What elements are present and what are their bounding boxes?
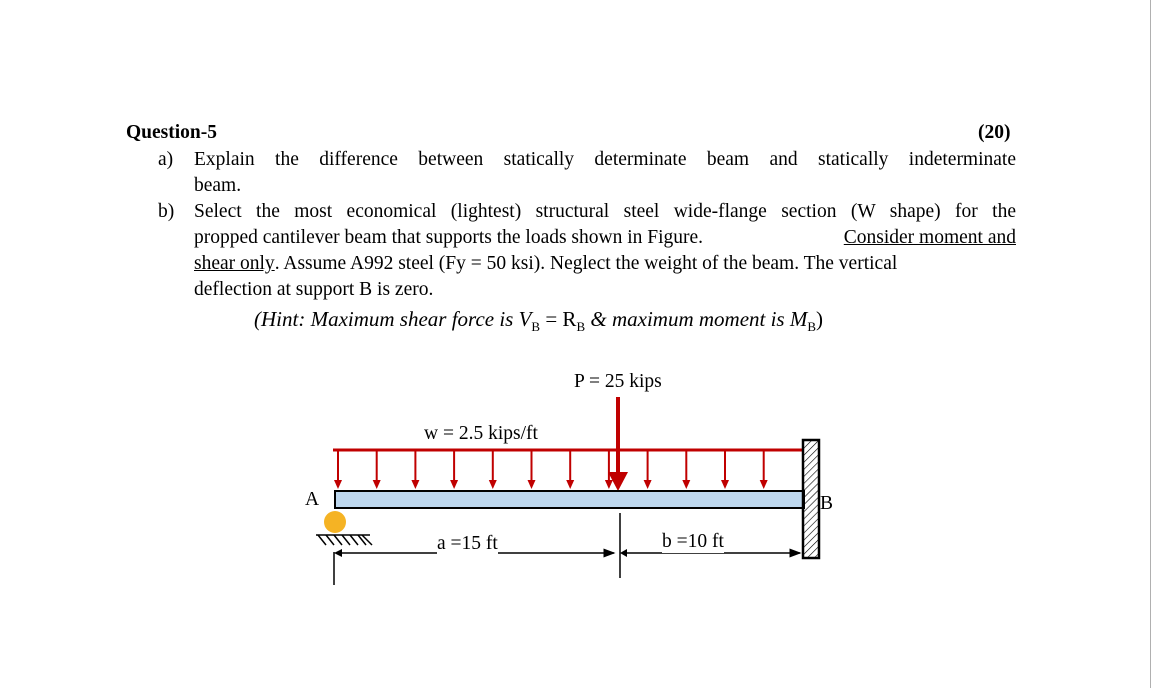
udl-arrow-head bbox=[334, 480, 342, 489]
udl-arrow-head bbox=[411, 480, 419, 489]
part-a-line-1: Explain the difference between statically determinate beam and statically indeterminate bbox=[194, 149, 1016, 170]
part-b-line-3-text: . Assume A992 steel (Fy = 50 ksi). Neglect the weight of the beam. The vertical bbox=[274, 253, 898, 274]
udl-arrow-head bbox=[682, 480, 690, 489]
hint-part-1: (Hint: Maximum shear force is V bbox=[254, 307, 532, 331]
udl-arrow-head bbox=[489, 480, 497, 489]
udl-arrow-head bbox=[644, 480, 652, 489]
part-b-line-1: Select the most economical (lightest) structural steel wide-flange section (W shape) for the bbox=[194, 201, 1016, 222]
span-a-label: a =15 ft bbox=[437, 533, 498, 554]
part-b-emphasis-1: Consider moment and bbox=[843, 227, 1016, 248]
span-b-label: b =10 ft bbox=[662, 531, 724, 552]
hint-sub-2: B bbox=[576, 319, 586, 335]
point-load-label: P = 25 kips bbox=[574, 371, 662, 392]
hint-part-2: = R bbox=[540, 307, 577, 331]
udl-arrow-head bbox=[528, 480, 536, 489]
point-load-arrow bbox=[608, 397, 628, 491]
part-b-line-2-text: propped cantilever beam that supports the loads shown in Figure. bbox=[194, 227, 704, 248]
hint-part-3: & maximum moment is M bbox=[585, 307, 808, 331]
distributed-load-label: w = 2.5 kips/ft bbox=[424, 423, 538, 444]
part-b-line-4: deflection at support B is zero. bbox=[194, 279, 434, 300]
hint-sub-1: B bbox=[531, 319, 541, 335]
question-title: Question-5 bbox=[126, 122, 218, 143]
part-b-label: b) bbox=[158, 201, 175, 222]
distributed-load-arrows bbox=[334, 450, 768, 489]
fixed-wall-b bbox=[803, 440, 819, 558]
part-b-emphasis-2: shear only bbox=[194, 253, 275, 274]
part-a-label: a) bbox=[158, 149, 174, 170]
dimension-lines bbox=[334, 513, 800, 585]
udl-arrow-head bbox=[605, 480, 613, 489]
udl-arrow-head bbox=[566, 480, 574, 489]
support-b-label: B bbox=[820, 493, 834, 514]
part-a-line-2: beam. bbox=[194, 175, 242, 196]
udl-arrow-head bbox=[760, 480, 768, 489]
hint-part-4: ) bbox=[816, 307, 824, 331]
support-a-label: A bbox=[305, 489, 320, 510]
ground-hatch bbox=[316, 535, 372, 545]
udl-arrow-head bbox=[373, 480, 381, 489]
roller-support-a bbox=[324, 511, 346, 533]
hint-sub-3: B bbox=[807, 319, 817, 335]
udl-arrow-head bbox=[450, 480, 458, 489]
beam bbox=[335, 491, 804, 508]
udl-arrow-head bbox=[721, 480, 729, 489]
question-marks: (20) bbox=[978, 122, 1011, 143]
